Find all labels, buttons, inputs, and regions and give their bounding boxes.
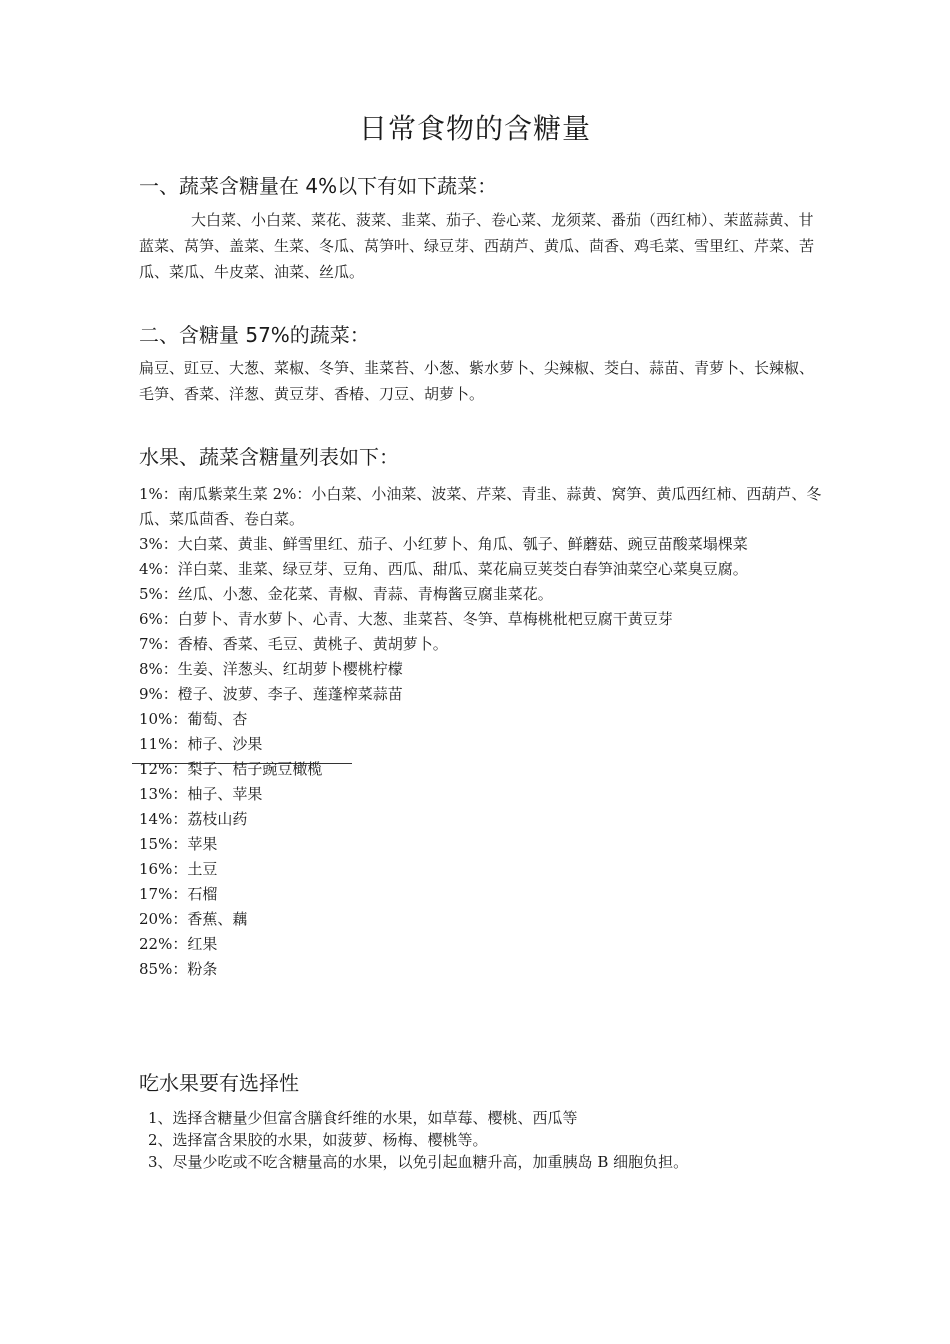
section1-heading: 一、蔬菜含糖量在 4%以下有如下蔬菜： [139,174,498,198]
list-item: 85%：粉条 [139,960,218,978]
list-item: 8%：生姜、洋葱头、红胡萝卜樱桃柠檬 [139,660,403,678]
list-item: 4%：洋白菜、韭菜、绿豆芽、豆角、西瓜、甜瓜、菜花扁豆荚茭白春笋油菜空心菜臭豆腐。 [139,560,748,578]
fruit-tips-list [148,1107,688,1173]
list-item: 20%：香蕉、藕 [139,910,248,928]
list-item: 9%：橙子、波萝、李子、莲蓬榨菜蒜苗 [139,685,403,703]
list-item: 14%：荔枝山药 [139,810,248,828]
list-item: 17%：石榴 [139,885,218,903]
list-item: 15%：苹果 [139,835,218,853]
tip-item: 3、尽量少吃或不吃含糖量高的水果，以免引起血糖升高，加重胰岛 B 细胞负担。 [148,1153,689,1171]
list-item: 22%：红果 [139,935,218,953]
tip-item: 1、选择含糖量少但富含膳食纤维的水果，如草莓、樱桃、西瓜等 [148,1109,578,1127]
divider [132,763,352,764]
list-item: 1%：南瓜紫菜生菜 2%：小白菜、小油菜、波菜、芹菜、青韭、蒜黄、窝笋、黄瓜西红柿、西葫芦、冬瓜、菜瓜茴香、卷白菜。 [139,485,822,528]
page-title: 日常食物的含糖量 [358,112,591,145]
section2-heading: 二、含糖量 57%的蔬菜： [139,323,370,347]
tip-item: 2、选择富含果胶的水果，如菠萝、杨梅、樱桃等。 [148,1131,488,1149]
list-item: 3%：大白菜、黄韭、鲜雪里红、茄子、小红萝卜、角瓜、瓠子、鲜蘑菇、豌豆苗酸菜塌棵菜 [139,535,748,553]
section1-body: 大白菜、小白菜、菜花、菠菜、韭菜、茄子、卷心菜、龙须菜、番茄（西红柿）、茉蓝蒜黄、甘蓝菜、莴笋、盖菜、生菜、冬瓜、莴笋叶、绿豆芽、西葫芦、黄瓜、茴香、鸡毛菜、雪里红、芹菜、苦瓜、菜瓜、牛皮菜、油菜、丝瓜。 [139,211,815,281]
section4-heading: 吃水果要有选择性 [139,1071,299,1095]
section2-body: 扁豆、豇豆、大葱、菜椒、冬笋、韭菜苔、小葱、紫水萝卜、尖辣椒、茭白、蒜苗、青萝卜、长辣椒、毛笋、香菜、洋葱、黄豆芽、香椿、刀豆、胡萝卜。 [139,359,815,403]
section3-heading: 水果、蔬菜含糖量列表如下： [139,445,399,469]
list-item: 13%：柚子、苹果 [139,785,263,803]
list-item: 11%：柿子、沙果 [139,735,263,753]
list-item: 6%：白萝卜、青水萝卜、心青、大葱、韭菜苔、冬笋、草梅桃枇杷豆腐干黄豆芽 [139,610,673,628]
list-item: 10%：葡萄、杏 [139,710,248,728]
sugar-rate-list [139,482,829,981]
list-item: 12%：梨子、桔子豌豆橄榄 [139,760,323,778]
list-item: 7%：香椿、香菜、毛豆、黄桃子、黄胡萝卜。 [139,635,448,653]
list-item: 5%：丝瓜、小葱、金花菜、青椒、青蒜、青梅酱豆腐韭菜花。 [139,585,553,603]
list-item: 16%：土豆 [139,860,218,878]
